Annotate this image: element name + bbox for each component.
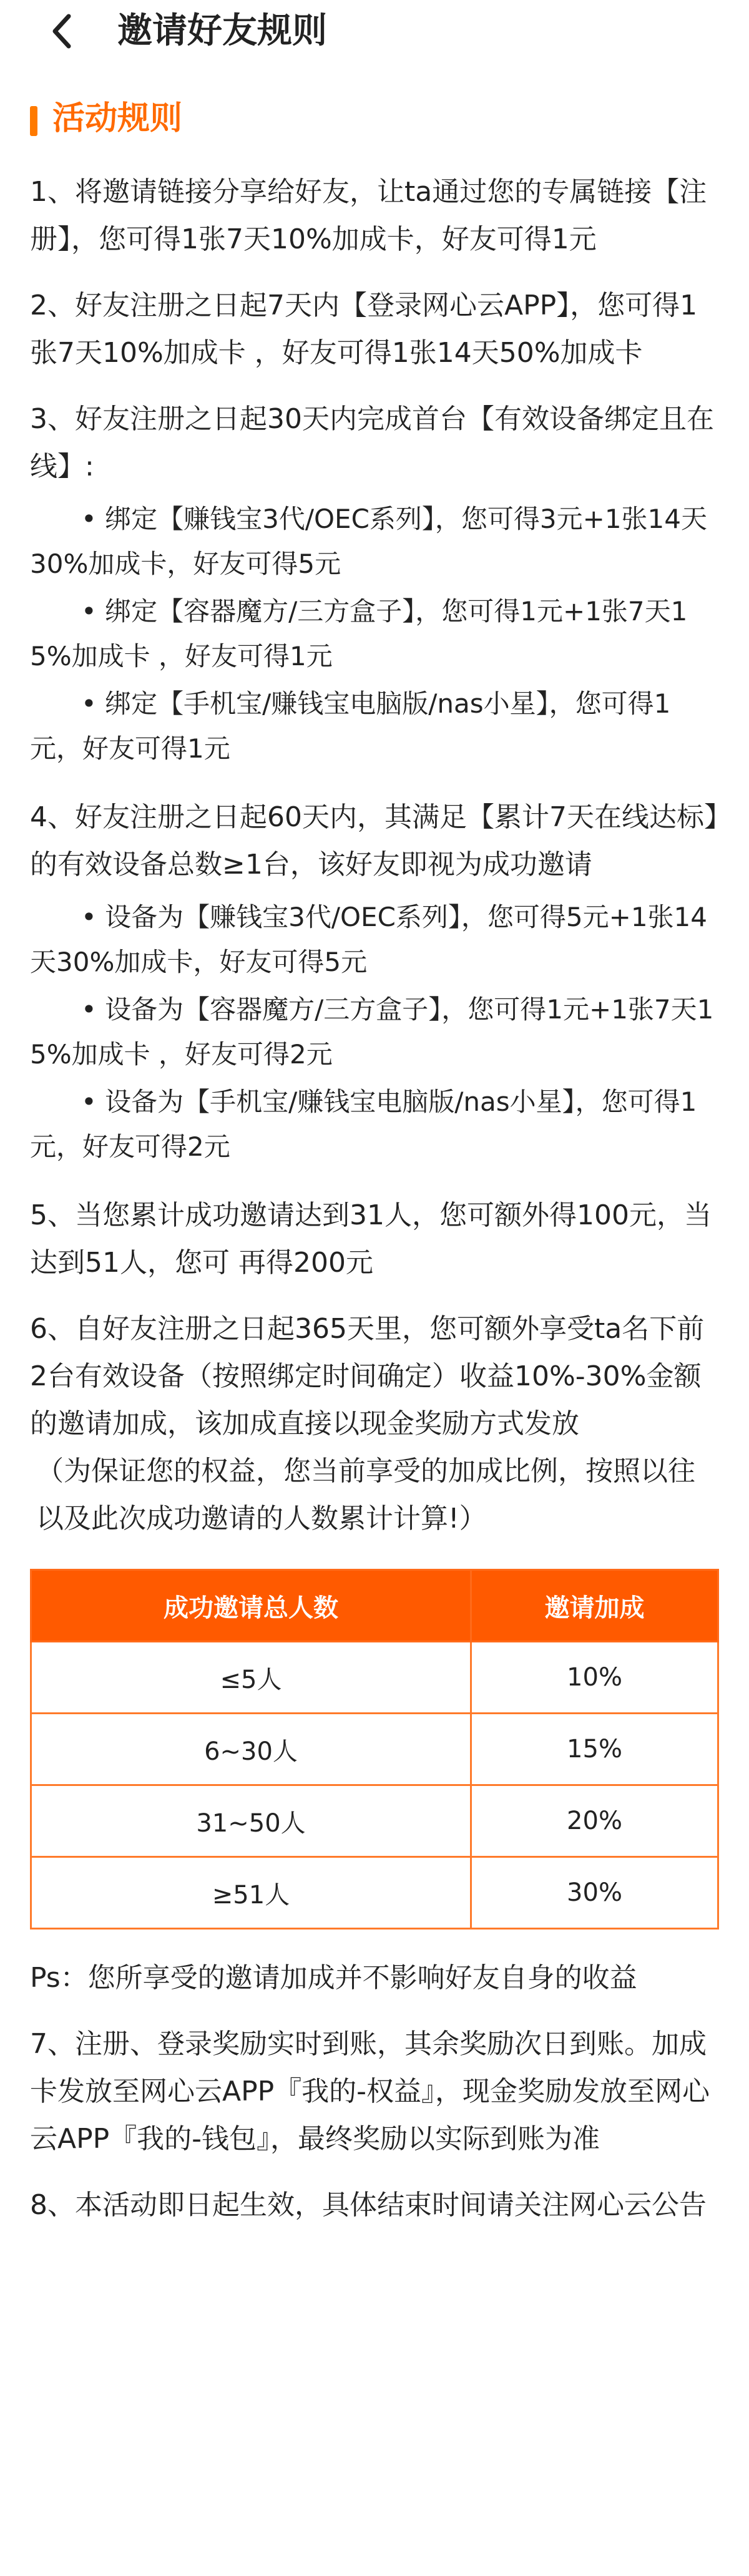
page-title: 邀请好友规则	[117, 11, 327, 51]
table-row	[31, 1857, 718, 1929]
table-cell-bonus: 10%	[471, 1642, 718, 1714]
table-header-row	[31, 1570, 718, 1642]
rule-5: 5、当您累计成功邀请达到31人，您可额外得100元，当达到51人，您可 再得200元	[30, 1199, 712, 1279]
rules-content	[30, 94, 719, 2248]
rule-6-note: （为保证您的权益，您当前享受的加成比例，按照以往以及此次成功邀请的人数累计计算!）	[36, 1455, 695, 1534]
rule-3-items	[30, 497, 719, 771]
rule-3: 3、好友注册之日起30天内完成首台【有效设备绑定且在线】:	[30, 403, 714, 482]
table-cell-bonus: 30%	[471, 1857, 718, 1929]
rule-4-item: • 设备为【手机宝/赚钱宝电脑版/nas小星】，您可得1元，好友可得2元	[30, 1086, 697, 1162]
rule-4-item: • 设备为【容器魔方/三方盒子】，您可得1元+1张7天15%加成卡 ，好友可得2元	[30, 994, 714, 1070]
table-cell-invite-count: ≤5人	[31, 1642, 471, 1714]
table-row	[31, 1714, 718, 1785]
back-button[interactable]	[37, 6, 87, 56]
column-header-bonus: 邀请加成	[471, 1570, 718, 1642]
column-header-invite-count: 成功邀请总人数	[31, 1570, 471, 1642]
rule-7: 7、注册、登录奖励实时到账，其余奖励次日到账。加成卡发放至网心云APP『我的-权益』，现金奖励发放至网心云APP『我的-钱包』，最终奖励以实际到账为准	[30, 2028, 710, 2155]
rule-3-item: • 绑定【手机宝/赚钱宝电脑版/nas小星】，您可得1元，好友可得1元	[30, 688, 671, 764]
table-cell-invite-count: 31~50人	[31, 1785, 471, 1857]
table-cell-invite-count: ≥51人	[31, 1857, 471, 1929]
app-header	[0, 0, 749, 62]
section-header	[30, 94, 719, 144]
rule-3-item: • 绑定【容器魔方/三方盒子】，您可得1元+1张7天15%加成卡 ，好友可得1元	[30, 596, 688, 671]
rule-4-item: • 设备为【赚钱宝3代/OEC系列】，您可得5元+1张14天30%加成卡，好友可得5元	[30, 902, 707, 977]
chevron-left-icon	[49, 11, 76, 51]
table-cell-bonus: 15%	[471, 1714, 718, 1785]
rule-8: 8、本活动即日起生效，具体结束时间请关注网心云公告	[30, 2189, 707, 2221]
rule-2: 2、好友注册之日起7天内【登录网心云APP】，您可得1张7天10%加成卡 ，好友可得1张14天50%加成卡	[30, 290, 698, 369]
section-accent-bar	[30, 106, 37, 136]
ps-note: Ps：您所享受的邀请加成并不影响好友自身的收益	[30, 1962, 637, 1994]
bonus-rate-table	[30, 1569, 719, 1930]
rule-4-items	[30, 895, 719, 1169]
rule-1: 1、将邀请链接分享给好友，让ta通过您的专属链接【注册】，您可得1张7天10%加成卡，好友可得1元	[30, 176, 707, 255]
table-cell-invite-count: 6~30人	[31, 1714, 471, 1785]
table-row	[31, 1642, 718, 1714]
table-cell-bonus: 20%	[471, 1785, 718, 1857]
rule-4: 4、好友注册之日起60天内，其满足【累计7天在线达标】的有效设备总数≥1台，该好友即视为成功邀请	[30, 801, 718, 881]
rule-6: 6、自好友注册之日起365天里，您可额外享受ta名下前2台有效设备（按照绑定时间确定）收益10%-30%金额的邀请加成，该加成直接以现金奖励方式发放	[30, 1313, 705, 1440]
table-row	[31, 1785, 718, 1857]
rule-3-item: • 绑定【赚钱宝3代/OEC系列】，您可得3元+1张14天30%加成卡，好友可得5元	[30, 504, 707, 579]
section-title: 活动规则	[52, 100, 183, 137]
